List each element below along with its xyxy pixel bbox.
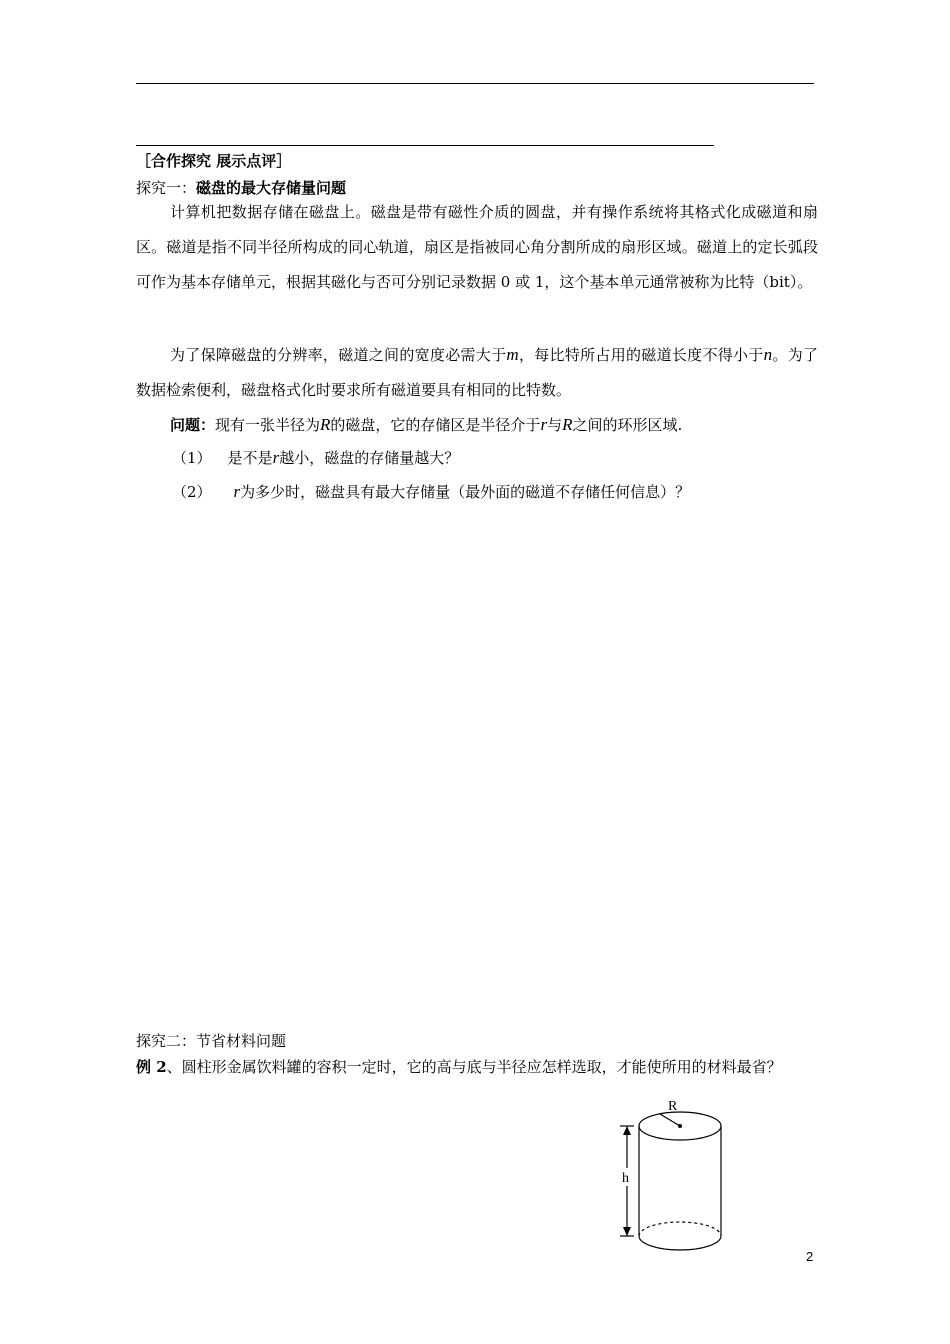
q1-variable-r: r <box>272 448 280 467</box>
radius-label: R <box>668 1099 678 1114</box>
cylinder-figure <box>600 1088 740 1258</box>
explore1-question <box>170 414 682 435</box>
question-text-c: 与 <box>547 416 563 434</box>
variable-R-2: R <box>562 415 573 434</box>
explore2-heading: 探究二：节省材料问题 <box>136 1032 287 1050</box>
q2-number: （2） <box>172 483 212 501</box>
question-text-b: 的磁盘，它的存储区是半径介于 <box>330 416 541 434</box>
header-rule <box>136 83 814 84</box>
center-point <box>678 1124 682 1128</box>
radius-line <box>660 1114 680 1126</box>
question-label: 问题： <box>170 416 216 434</box>
q1-number: （1） <box>172 449 212 467</box>
example-text: 、圆柱形金属饮料罐的容积一定时，它的高与底与半径应怎样选取，才能使所用的材料最省？ <box>166 1058 782 1076</box>
q2-text: 为多少时，磁盘具有最大存储量（最外面的磁道不存储任何信息）？ <box>240 483 691 501</box>
cylinder-bottom-back <box>639 1222 721 1236</box>
example-label: 例 2 <box>136 1058 167 1076</box>
para2-text-b: ，每比特所占用的磁道长度不得小于 <box>518 346 764 364</box>
question-text-a: 现有一张半径为 <box>215 416 321 434</box>
explore1-paragraph-2 <box>136 337 818 408</box>
variable-r: r <box>540 415 548 434</box>
variable-n: n <box>763 345 773 364</box>
q1-text-b: 越小，磁盘的存储量越大？ <box>279 449 460 467</box>
section-rule <box>136 145 714 146</box>
explore1-paragraph-1: 计算机把数据存储在磁盘上。磁盘是带有磁性介质的圆盘，并有操作系统将其格式化成磁道和扇区。磁道是指不同半径所构成的同心轨道，扇区是指被同心角分割所成的扇形区域。磁道上的定长弧段可作为基本存储单元，根据其磁化与否可分别记录数据 0 或 1，这个基本单元通常被称为比特（bit）。 <box>136 203 818 291</box>
variable-m: m <box>506 345 519 364</box>
height-label: h <box>622 1171 629 1186</box>
sub-question-2 <box>172 481 690 502</box>
para2-text-a: 为了保障磁盘的分辨率，磁道之间的宽度必需大于 <box>170 346 507 364</box>
section-header: ［合作探究 展示点评］ <box>136 152 292 170</box>
question-text-d: 之间的环形区域. <box>572 416 683 434</box>
q2-variable-r: r <box>233 482 241 501</box>
example-2 <box>136 1056 782 1077</box>
height-arrowhead-top <box>623 1126 631 1135</box>
explore1-label: 探究一： <box>136 179 197 197</box>
height-arrowhead-bottom <box>623 1227 631 1236</box>
q1-text-a: 是不是 <box>227 449 273 467</box>
para2-text-c: 。为了数据检索便利，磁盘格式化时要求所有磁道要具有相同的比特数。 <box>136 346 818 399</box>
page-number: 2 <box>806 1249 814 1264</box>
explore1-title: 磁盘的最大存储量问题 <box>196 179 347 197</box>
cylinder-bottom-front <box>639 1236 721 1250</box>
variable-R: R <box>320 415 331 434</box>
sub-question-1 <box>172 447 459 468</box>
